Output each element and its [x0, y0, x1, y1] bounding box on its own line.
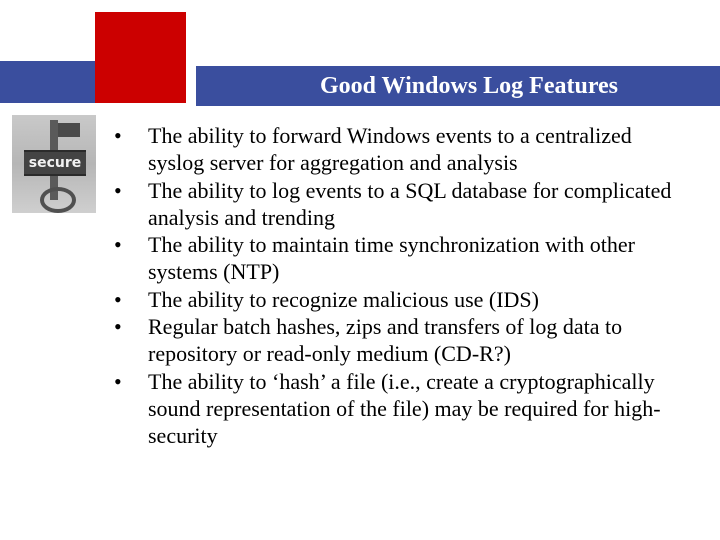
- bullet-marker: •: [114, 232, 122, 258]
- bullet-item: [114, 286, 674, 313]
- bullet-item: [114, 313, 674, 368]
- bullet-marker: •: [114, 123, 122, 148]
- bullet-marker: •: [114, 368, 122, 394]
- secure-label: secure: [24, 150, 86, 176]
- bullet-item: [114, 231, 674, 286]
- bullet-text: The ability to recognize malicious use (IDS): [148, 286, 539, 312]
- bullet-text: Regular batch hashes, zips and transfers of log data to repository or read-only medium (CD-R?): [148, 314, 623, 367]
- decorative-red-square: [95, 12, 186, 103]
- key-ring: [40, 187, 76, 213]
- bullet-item: [114, 177, 674, 232]
- bullet-marker: •: [114, 314, 122, 340]
- secure-key-image: [12, 115, 96, 213]
- decorative-blue-bar: [0, 61, 95, 103]
- bullet-item: [114, 368, 674, 450]
- bullet-text: The ability to ‘hash’ a file (i.e., create a cryptographically sound representation of the file) may be required for high-security: [148, 368, 661, 449]
- bullet-marker: •: [114, 286, 122, 312]
- title-bar: [196, 66, 720, 106]
- bullet-text: The ability to forward Windows events to a centralized syslog server for aggregation and analysis: [148, 123, 632, 176]
- bullet-text: The ability to maintain time synchronization with other systems (NTP): [148, 232, 635, 285]
- slide-title: Good Windows Log Features: [319, 72, 619, 99]
- bullet-item: [114, 122, 674, 177]
- bullet-list: [114, 122, 674, 450]
- bullet-text: The ability to log events to a SQL database for complicated analysis and trending: [148, 177, 672, 230]
- key-flag: [58, 123, 80, 137]
- bullet-marker: •: [114, 177, 122, 203]
